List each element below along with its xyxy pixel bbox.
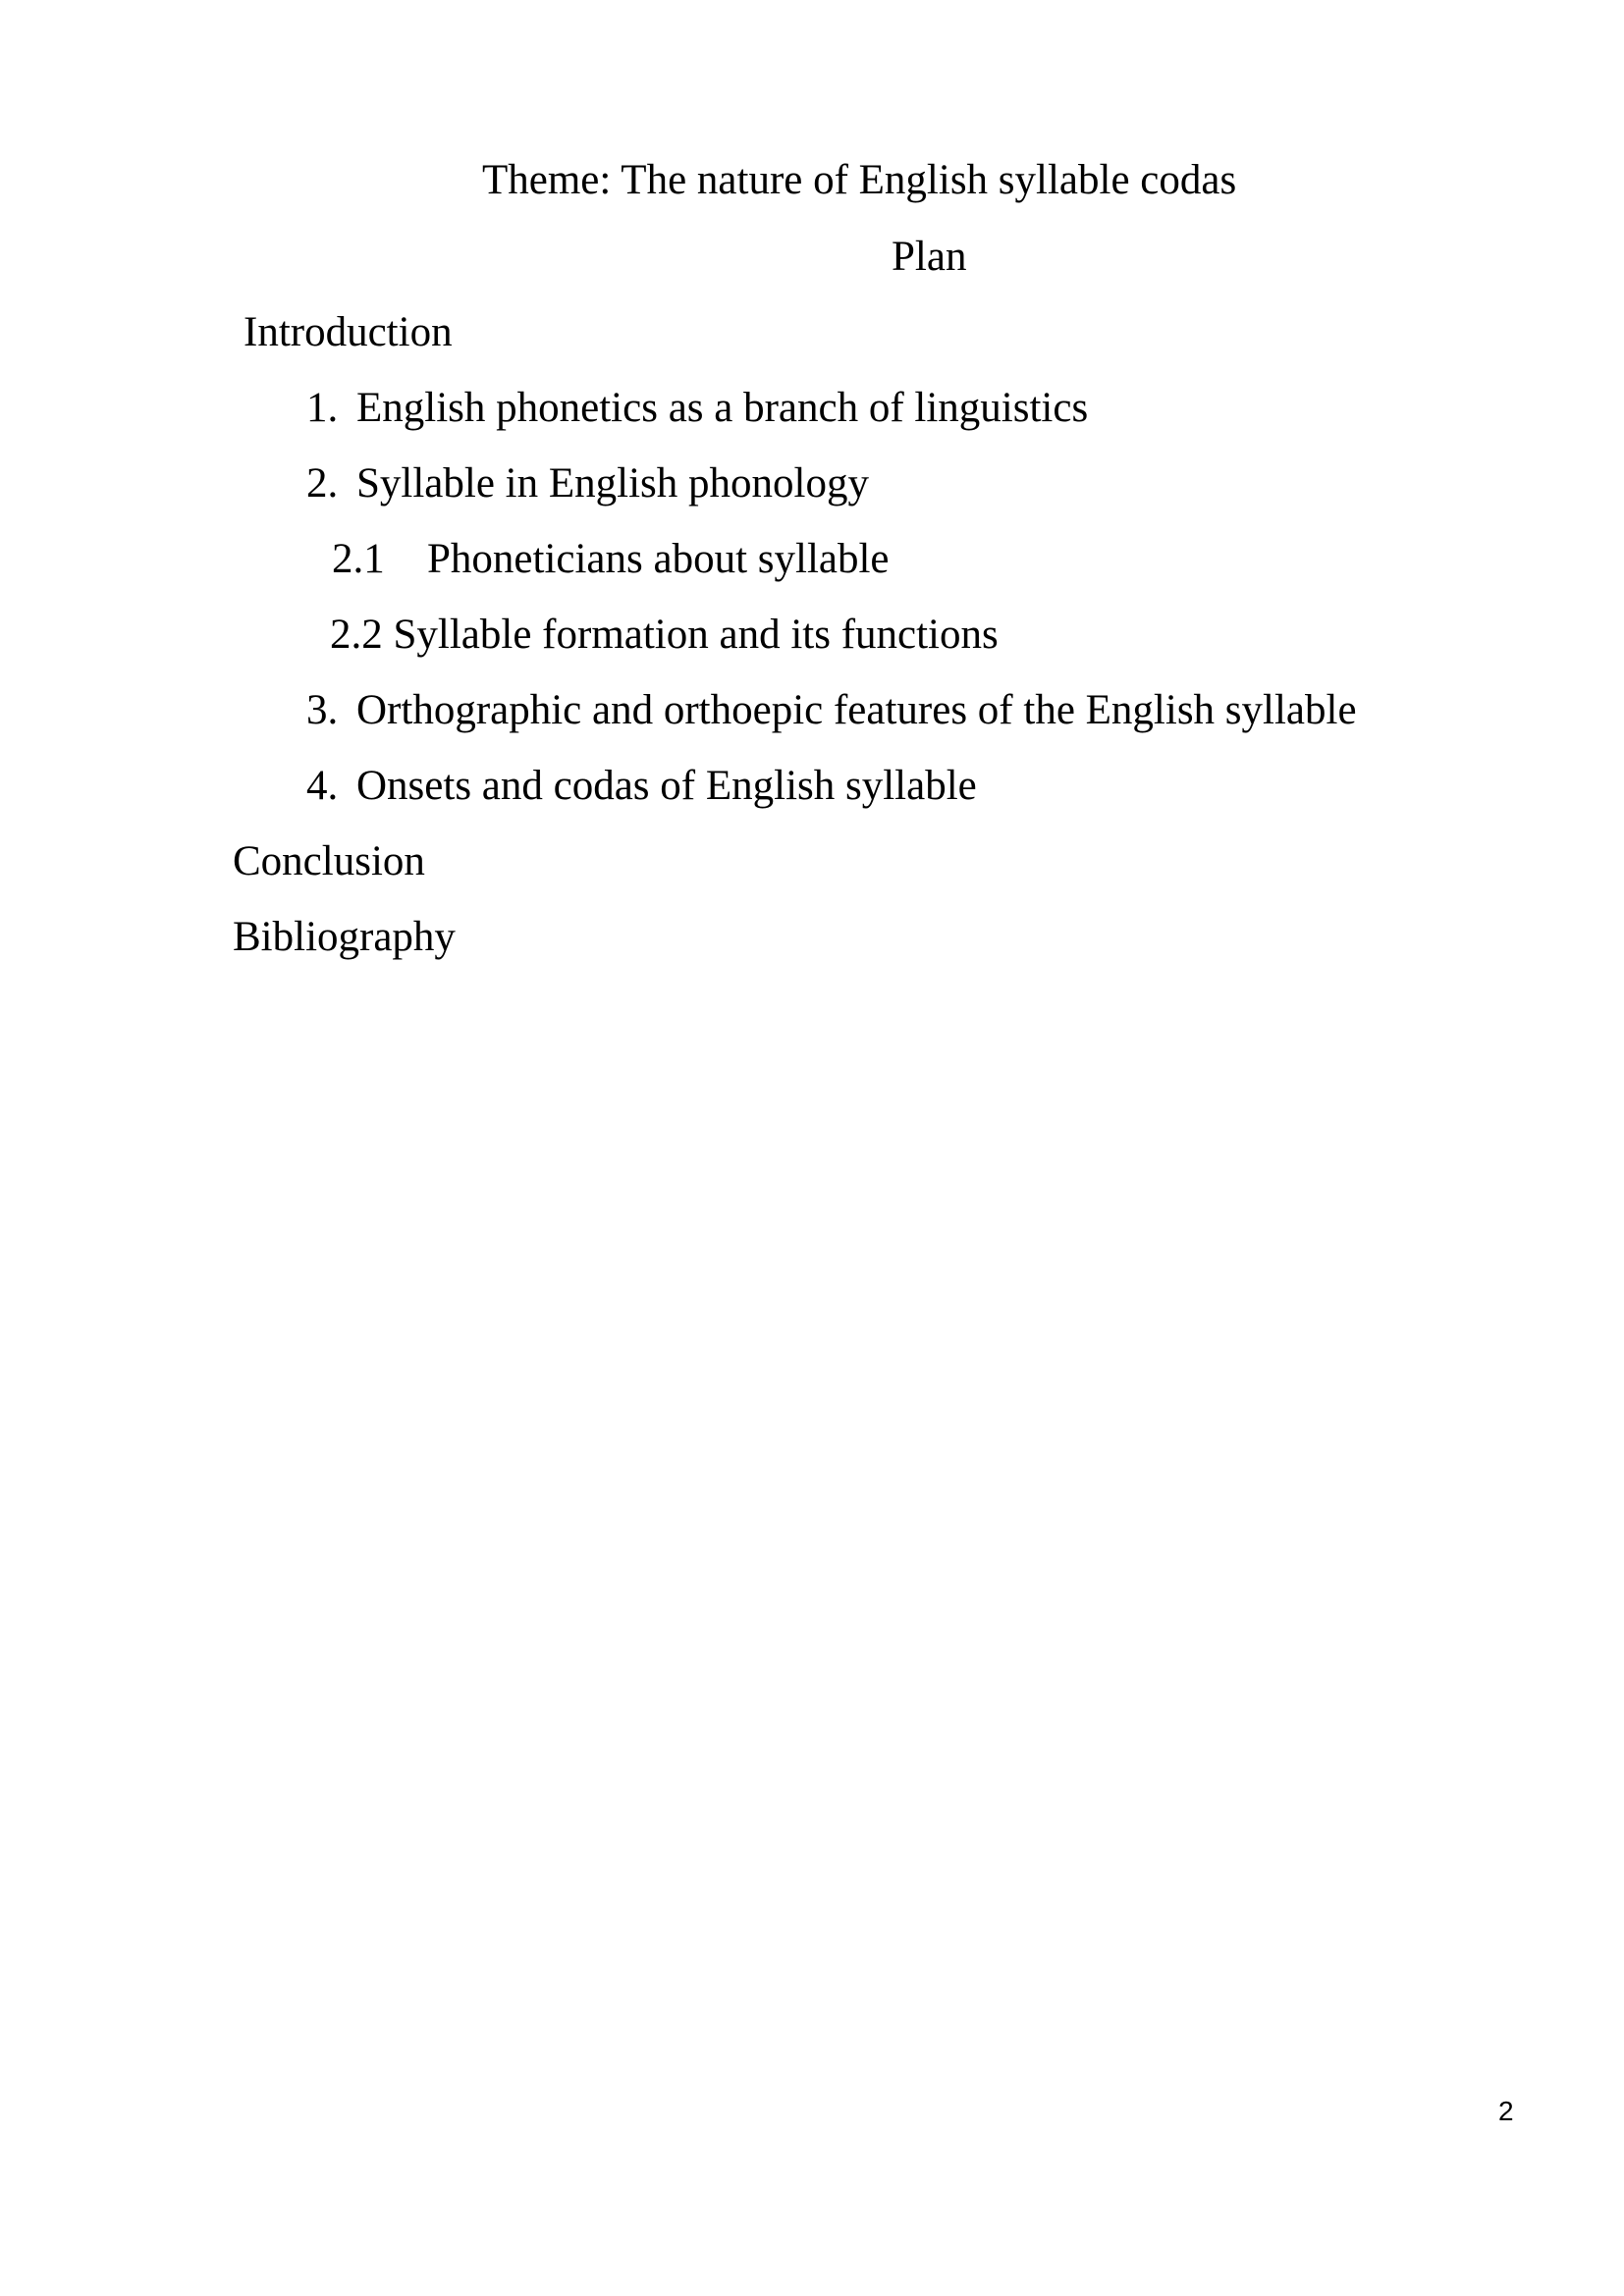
plan-introduction: Introduction (244, 309, 453, 355)
plan-item-number: 3. (306, 687, 339, 733)
plan-item-text: Orthographic and orthoepic features of the English syllable (356, 687, 1357, 733)
plan-heading: Plan (892, 234, 967, 280)
plan-item-number: 1. (306, 385, 339, 431)
plan-item-text: Onsets and codas of English syllable (356, 763, 977, 809)
document-theme-title: Theme: The nature of English syllable codas (482, 157, 1237, 203)
plan-bibliography: Bibliography (233, 914, 456, 960)
plan-item-number: 2. (306, 460, 339, 507)
plan-conclusion: Conclusion (233, 838, 425, 884)
plan-subitem-text: 2.2 Syllable formation and its functions (330, 612, 999, 658)
page-number: 2 (1498, 2096, 1514, 2126)
plan-subitem-text: Phoneticians about syllable (427, 536, 890, 582)
plan-item-text: Syllable in English phonology (356, 460, 869, 507)
plan-item-text: English phonetics as a branch of linguistics (356, 385, 1089, 431)
plan-item-number: 4. (306, 763, 339, 809)
plan-subitem-number: 2.1 (332, 536, 385, 582)
